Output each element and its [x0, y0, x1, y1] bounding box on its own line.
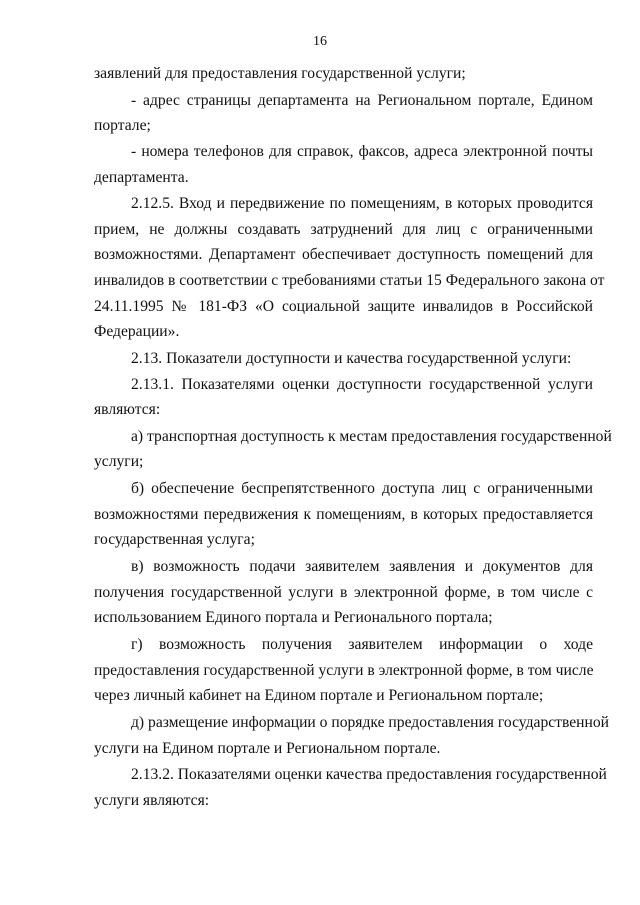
text-line: заявлений для предоставления государственной услуги; — [94, 65, 466, 82]
text-line: 2.12.5. Вход и передвижение по помещениям, в которых проводится — [131, 195, 593, 212]
text-line: портале; — [94, 117, 151, 134]
text-line: государственная услуга; — [94, 531, 255, 548]
text-line: использованием Единого портала и Регионального портала; — [94, 609, 493, 626]
text-line: инвалидов в соответствии с требованиями статьи 15 Федерального закона от — [94, 272, 605, 289]
text-line: через личный кабинет на Едином портале и Региональном портале; — [94, 687, 544, 704]
text-line: Федерации». — [94, 323, 180, 340]
text-line: предоставления государственной услуги в электронной форме, в том числе — [94, 662, 594, 679]
list-item-b: б) обеспечение беспрепятственного доступа лиц с ограниченными — [131, 480, 593, 497]
section-heading: 2.13. Показатели доступности и качества государственной услуги: — [131, 350, 572, 367]
list-item-g: г) возможность получения заявителем информации о ходе — [131, 636, 593, 653]
text-line: услуги являются: — [94, 792, 210, 809]
list-item-v: в) возможность подачи заявителем заявления и документов для — [131, 558, 593, 575]
text-line: услуги; — [94, 453, 144, 470]
text-line: 2.13.1. Показателями оценки доступности государственной услуги — [131, 376, 593, 393]
text-line: 2.13.2. Показателями оценки качества предоставления государственной — [131, 766, 607, 783]
text-line: - адрес страницы департамента на Региональном портале, Едином — [131, 92, 593, 109]
text-line: возможностями. Департамент обеспечивает доступность помещений для — [94, 246, 593, 263]
page-number: 16 — [313, 34, 327, 49]
text-line: департамента. — [94, 169, 189, 186]
text-line: 24.11.1995 № 181-ФЗ «О социальной защите инвалидов в Российской — [94, 298, 593, 315]
text-line: - номера телефонов для справок, факсов, адреса электронной почты — [131, 143, 593, 160]
text-line: услуги на Едином портале и Региональном портале. — [94, 740, 441, 757]
list-item-d: д) размещение информации о порядке предоставления государственной — [131, 714, 610, 731]
text-line: получения государственной услуги в электронной форме, в том числе с — [94, 584, 593, 601]
list-item-a: а) транспортная доступность к местам предоставления государственной — [131, 428, 612, 445]
text-line: возможностями передвижения к помещениям, в которых предоставляется — [94, 506, 593, 523]
text-line: являются: — [94, 401, 161, 418]
text-line: прием, не должны создавать затруднений для лиц с ограниченными — [94, 221, 593, 238]
